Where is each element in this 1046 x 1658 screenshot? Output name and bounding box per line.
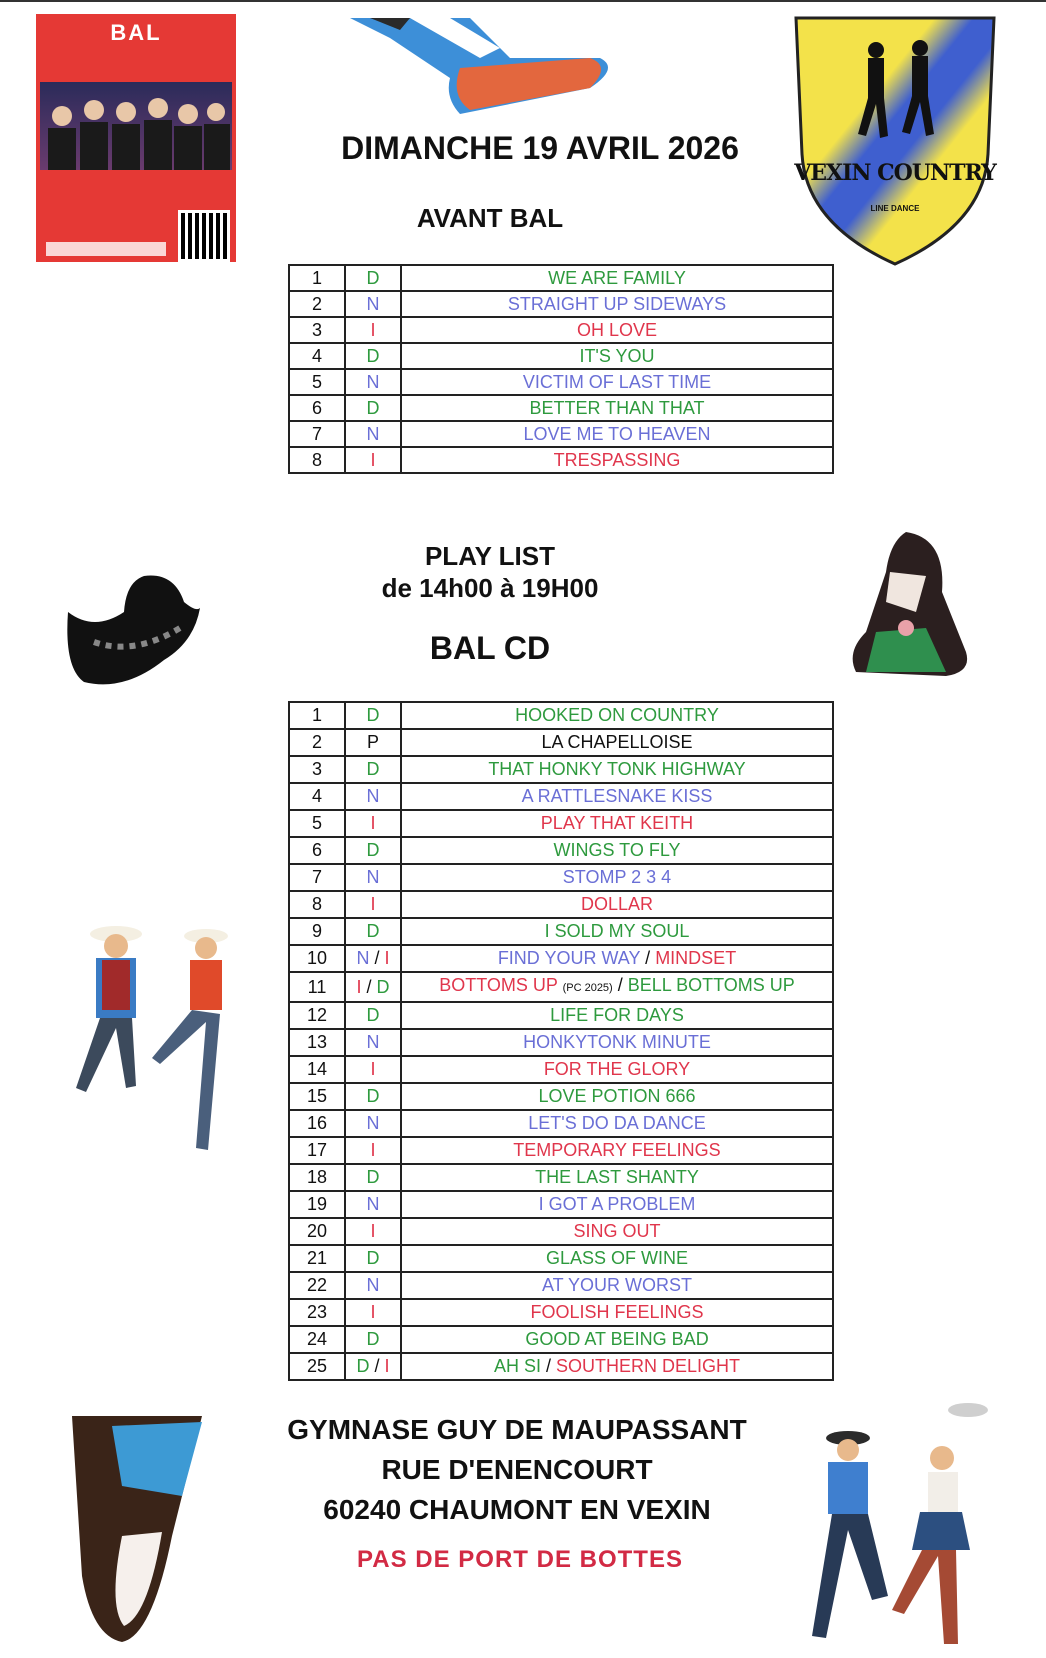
- row-number: 18: [289, 1164, 345, 1191]
- song-title-part: BOTTOMS UP: [439, 975, 563, 995]
- dance-level: D: [345, 918, 401, 945]
- dance-level: D: [345, 1245, 401, 1272]
- song-title: STRAIGHT UP SIDEWAYS: [401, 291, 833, 317]
- venue-address: [252, 1410, 782, 1530]
- row-number: 11: [289, 972, 345, 1002]
- avant-row: [289, 369, 833, 395]
- song-title: A RATTLESNAKE KISS: [401, 783, 833, 810]
- dance-level: I: [345, 1218, 401, 1245]
- song-title: LET'S DO DA DANCE: [401, 1110, 833, 1137]
- dance-level: D: [345, 1326, 401, 1353]
- row-number: 10: [289, 945, 345, 972]
- avant-row: [289, 265, 833, 291]
- row-number: 2: [289, 291, 345, 317]
- dance-level: D: [345, 265, 401, 291]
- separator: /: [369, 948, 385, 968]
- couple-dancers-image: [792, 1400, 1016, 1650]
- song-title: FOR THE GLORY: [401, 1056, 833, 1083]
- song-title: [401, 972, 833, 1002]
- avant-bal-table: [288, 264, 834, 474]
- row-number: 20: [289, 1218, 345, 1245]
- row-number: 2: [289, 729, 345, 756]
- playlist-row: [289, 1056, 833, 1083]
- dance-level: I: [345, 447, 401, 473]
- song-title: LIFE FOR DAYS: [401, 1002, 833, 1029]
- song-title-part: SOUTHERN DELIGHT: [556, 1356, 741, 1376]
- row-number: 24: [289, 1326, 345, 1353]
- song-title: STOMP 2 3 4: [401, 864, 833, 891]
- vexin-country-logo: [788, 14, 1002, 268]
- separator: /: [369, 1356, 385, 1376]
- dance-level: D: [345, 702, 401, 729]
- playlist-row: [289, 891, 833, 918]
- song-title: GOOD AT BEING BAD: [401, 1326, 833, 1353]
- song-title-part: AH SI: [493, 1356, 541, 1376]
- row-number: 17: [289, 1137, 345, 1164]
- row-number: 3: [289, 756, 345, 783]
- row-number: 1: [289, 702, 345, 729]
- bal-cd-title: BAL CD: [429, 630, 551, 666]
- venue-name: GYMNASE GUY DE MAUPASSANT: [287, 1414, 747, 1445]
- dance-level: I: [345, 1137, 401, 1164]
- avant-row: [289, 447, 833, 473]
- avant-row: [289, 291, 833, 317]
- playlist-row: [289, 1326, 833, 1353]
- dance-level: D: [345, 756, 401, 783]
- separator: /: [361, 976, 377, 997]
- song-title: BETTER THAN THAT: [401, 395, 833, 421]
- separator: /: [640, 948, 656, 968]
- dance-level: N: [345, 1272, 401, 1299]
- dance-level: D: [345, 837, 401, 864]
- playlist-row: [289, 1299, 833, 1326]
- dance-level-part: I: [384, 948, 390, 968]
- dance-level-part: D: [356, 1356, 370, 1376]
- dance-level: N: [345, 369, 401, 395]
- row-number: 5: [289, 810, 345, 837]
- event-date: DIMANCHE 19 AVRIL 2026: [341, 130, 739, 166]
- row-number: 22: [289, 1272, 345, 1299]
- avant-row: [289, 343, 833, 369]
- playlist-row: [289, 864, 833, 891]
- song-title: HONKYTONK MINUTE: [401, 1029, 833, 1056]
- row-number: 15: [289, 1083, 345, 1110]
- playlist-row: [289, 810, 833, 837]
- song-title: I SOLD MY SOUL: [401, 918, 833, 945]
- avant-row: [289, 317, 833, 343]
- song-title: WE ARE FAMILY: [401, 265, 833, 291]
- no-boots-notice: PAS DE PORT DE BOTTES: [357, 1546, 683, 1573]
- song-title: LA CHAPELLOISE: [401, 729, 833, 756]
- playlist-row: [289, 945, 833, 972]
- song-title: SING OUT: [401, 1218, 833, 1245]
- playlist-row: [289, 1110, 833, 1137]
- avant-row: [289, 395, 833, 421]
- line-dancers-image: [56, 918, 256, 1162]
- venue-city: 60240 CHAUMONT EN VEXIN: [323, 1494, 711, 1525]
- row-number: 16: [289, 1110, 345, 1137]
- song-title: OH LOVE: [401, 317, 833, 343]
- song-title: THE LAST SHANTY: [401, 1164, 833, 1191]
- dance-level: I: [345, 891, 401, 918]
- dance-level-part: D: [376, 976, 390, 997]
- song-title: TEMPORARY FEELINGS: [401, 1137, 833, 1164]
- row-number: 19: [289, 1191, 345, 1218]
- dance-level: N: [345, 1110, 401, 1137]
- dance-level: I: [345, 810, 401, 837]
- playlist-row: [289, 1353, 833, 1380]
- playlist-row: [289, 1164, 833, 1191]
- row-number: 8: [289, 447, 345, 473]
- row-number: 21: [289, 1245, 345, 1272]
- dance-level: N: [345, 1191, 401, 1218]
- song-title: IT'S YOU: [401, 343, 833, 369]
- song-title: LOVE POTION 666: [401, 1083, 833, 1110]
- row-number: 6: [289, 395, 345, 421]
- song-title: HOOKED ON COUNTRY: [401, 702, 833, 729]
- row-number: 7: [289, 421, 345, 447]
- cowboy-boots-image: [350, 18, 630, 118]
- bal-cd-table: [288, 701, 834, 1381]
- row-number: 5: [289, 369, 345, 395]
- row-number: 4: [289, 343, 345, 369]
- song-title-part: BELL BOTTOMS UP: [627, 975, 795, 995]
- dance-level-part: I: [384, 1356, 390, 1376]
- song-title-part: FIND YOUR WAY: [497, 948, 641, 968]
- dance-level: D: [345, 1083, 401, 1110]
- flyer-title: BAL: [110, 20, 162, 45]
- song-note: (PC 2025): [562, 982, 613, 994]
- dance-level: [345, 945, 401, 972]
- song-title: [401, 1353, 833, 1380]
- cowboy-boot-image: [846, 532, 974, 680]
- band-photo: [40, 82, 232, 170]
- dance-level: N: [345, 421, 401, 447]
- playlist-row: [289, 972, 833, 1002]
- row-number: 4: [289, 783, 345, 810]
- separator: /: [612, 975, 628, 995]
- row-number: 12: [289, 1002, 345, 1029]
- row-number: 8: [289, 891, 345, 918]
- playlist-row: [289, 783, 833, 810]
- playlist-row: [289, 729, 833, 756]
- song-title: PLAY THAT KEITH: [401, 810, 833, 837]
- row-number: 25: [289, 1353, 345, 1380]
- playlist-row: [289, 1191, 833, 1218]
- dance-level: I: [345, 1299, 401, 1326]
- playlist-row: [289, 918, 833, 945]
- dance-level: N: [345, 1029, 401, 1056]
- dance-level: I: [345, 1056, 401, 1083]
- avant-row: [289, 421, 833, 447]
- song-title: AT YOUR WORST: [401, 1272, 833, 1299]
- playlist-hours: de 14h00 à 19H00: [381, 573, 599, 603]
- song-title: THAT HONKY TONK HIGHWAY: [401, 756, 833, 783]
- song-title: DOLLAR: [401, 891, 833, 918]
- row-number: 14: [289, 1056, 345, 1083]
- dance-level: D: [345, 1002, 401, 1029]
- playlist-row: [289, 837, 833, 864]
- playlist-row: [289, 1083, 833, 1110]
- song-title: I GOT A PROBLEM: [401, 1191, 833, 1218]
- playlist-row: [289, 1218, 833, 1245]
- song-title: FOOLISH FEELINGS: [401, 1299, 833, 1326]
- sponsor-logos: [46, 242, 166, 256]
- dance-level-part: I: [356, 976, 362, 997]
- row-number: 13: [289, 1029, 345, 1056]
- dance-level: [345, 1353, 401, 1380]
- dance-level: N: [345, 291, 401, 317]
- song-title: GLASS OF WINE: [401, 1245, 833, 1272]
- row-number: 1: [289, 265, 345, 291]
- dance-level: D: [345, 1164, 401, 1191]
- logo-subtext: LINE DANCE: [870, 204, 920, 213]
- separator: /: [540, 1356, 556, 1376]
- song-title: VICTIM OF LAST TIME: [401, 369, 833, 395]
- playlist-row: [289, 1029, 833, 1056]
- song-title-part: MINDSET: [655, 948, 737, 968]
- top-border-line: [0, 0, 1046, 2]
- dance-level: N: [345, 783, 401, 810]
- bal-flyer-image: [36, 14, 236, 262]
- playlist-row: [289, 756, 833, 783]
- logo-text: VEXIN COUNTRY: [794, 160, 996, 186]
- dance-level: I: [345, 317, 401, 343]
- row-number: 9: [289, 918, 345, 945]
- dance-level: P: [345, 729, 401, 756]
- song-title: [401, 945, 833, 972]
- row-number: 6: [289, 837, 345, 864]
- playlist-row: [289, 1137, 833, 1164]
- playlist-row: [289, 1272, 833, 1299]
- playlist-row: [289, 1002, 833, 1029]
- song-title: LOVE ME TO HEAVEN: [401, 421, 833, 447]
- avant-bal-title: AVANT BAL: [416, 203, 564, 233]
- qr-code: [178, 210, 230, 262]
- cowboy-hat-image: [64, 572, 202, 698]
- venue-street: RUE D'ENENCOURT: [381, 1454, 653, 1485]
- song-title: TRESPASSING: [401, 447, 833, 473]
- dance-level: [345, 972, 401, 1002]
- playlist-row: [289, 702, 833, 729]
- dance-level: N: [345, 864, 401, 891]
- dance-level-part: N: [356, 948, 370, 968]
- row-number: 7: [289, 864, 345, 891]
- cowboy-boot-bottom-image: [52, 1416, 212, 1646]
- playlist-header: [360, 540, 620, 604]
- dance-level: D: [345, 343, 401, 369]
- playlist-row: [289, 1245, 833, 1272]
- playlist-title: PLAY LIST: [424, 541, 556, 571]
- dance-level: D: [345, 395, 401, 421]
- row-number: 23: [289, 1299, 345, 1326]
- song-title: WINGS TO FLY: [401, 837, 833, 864]
- row-number: 3: [289, 317, 345, 343]
